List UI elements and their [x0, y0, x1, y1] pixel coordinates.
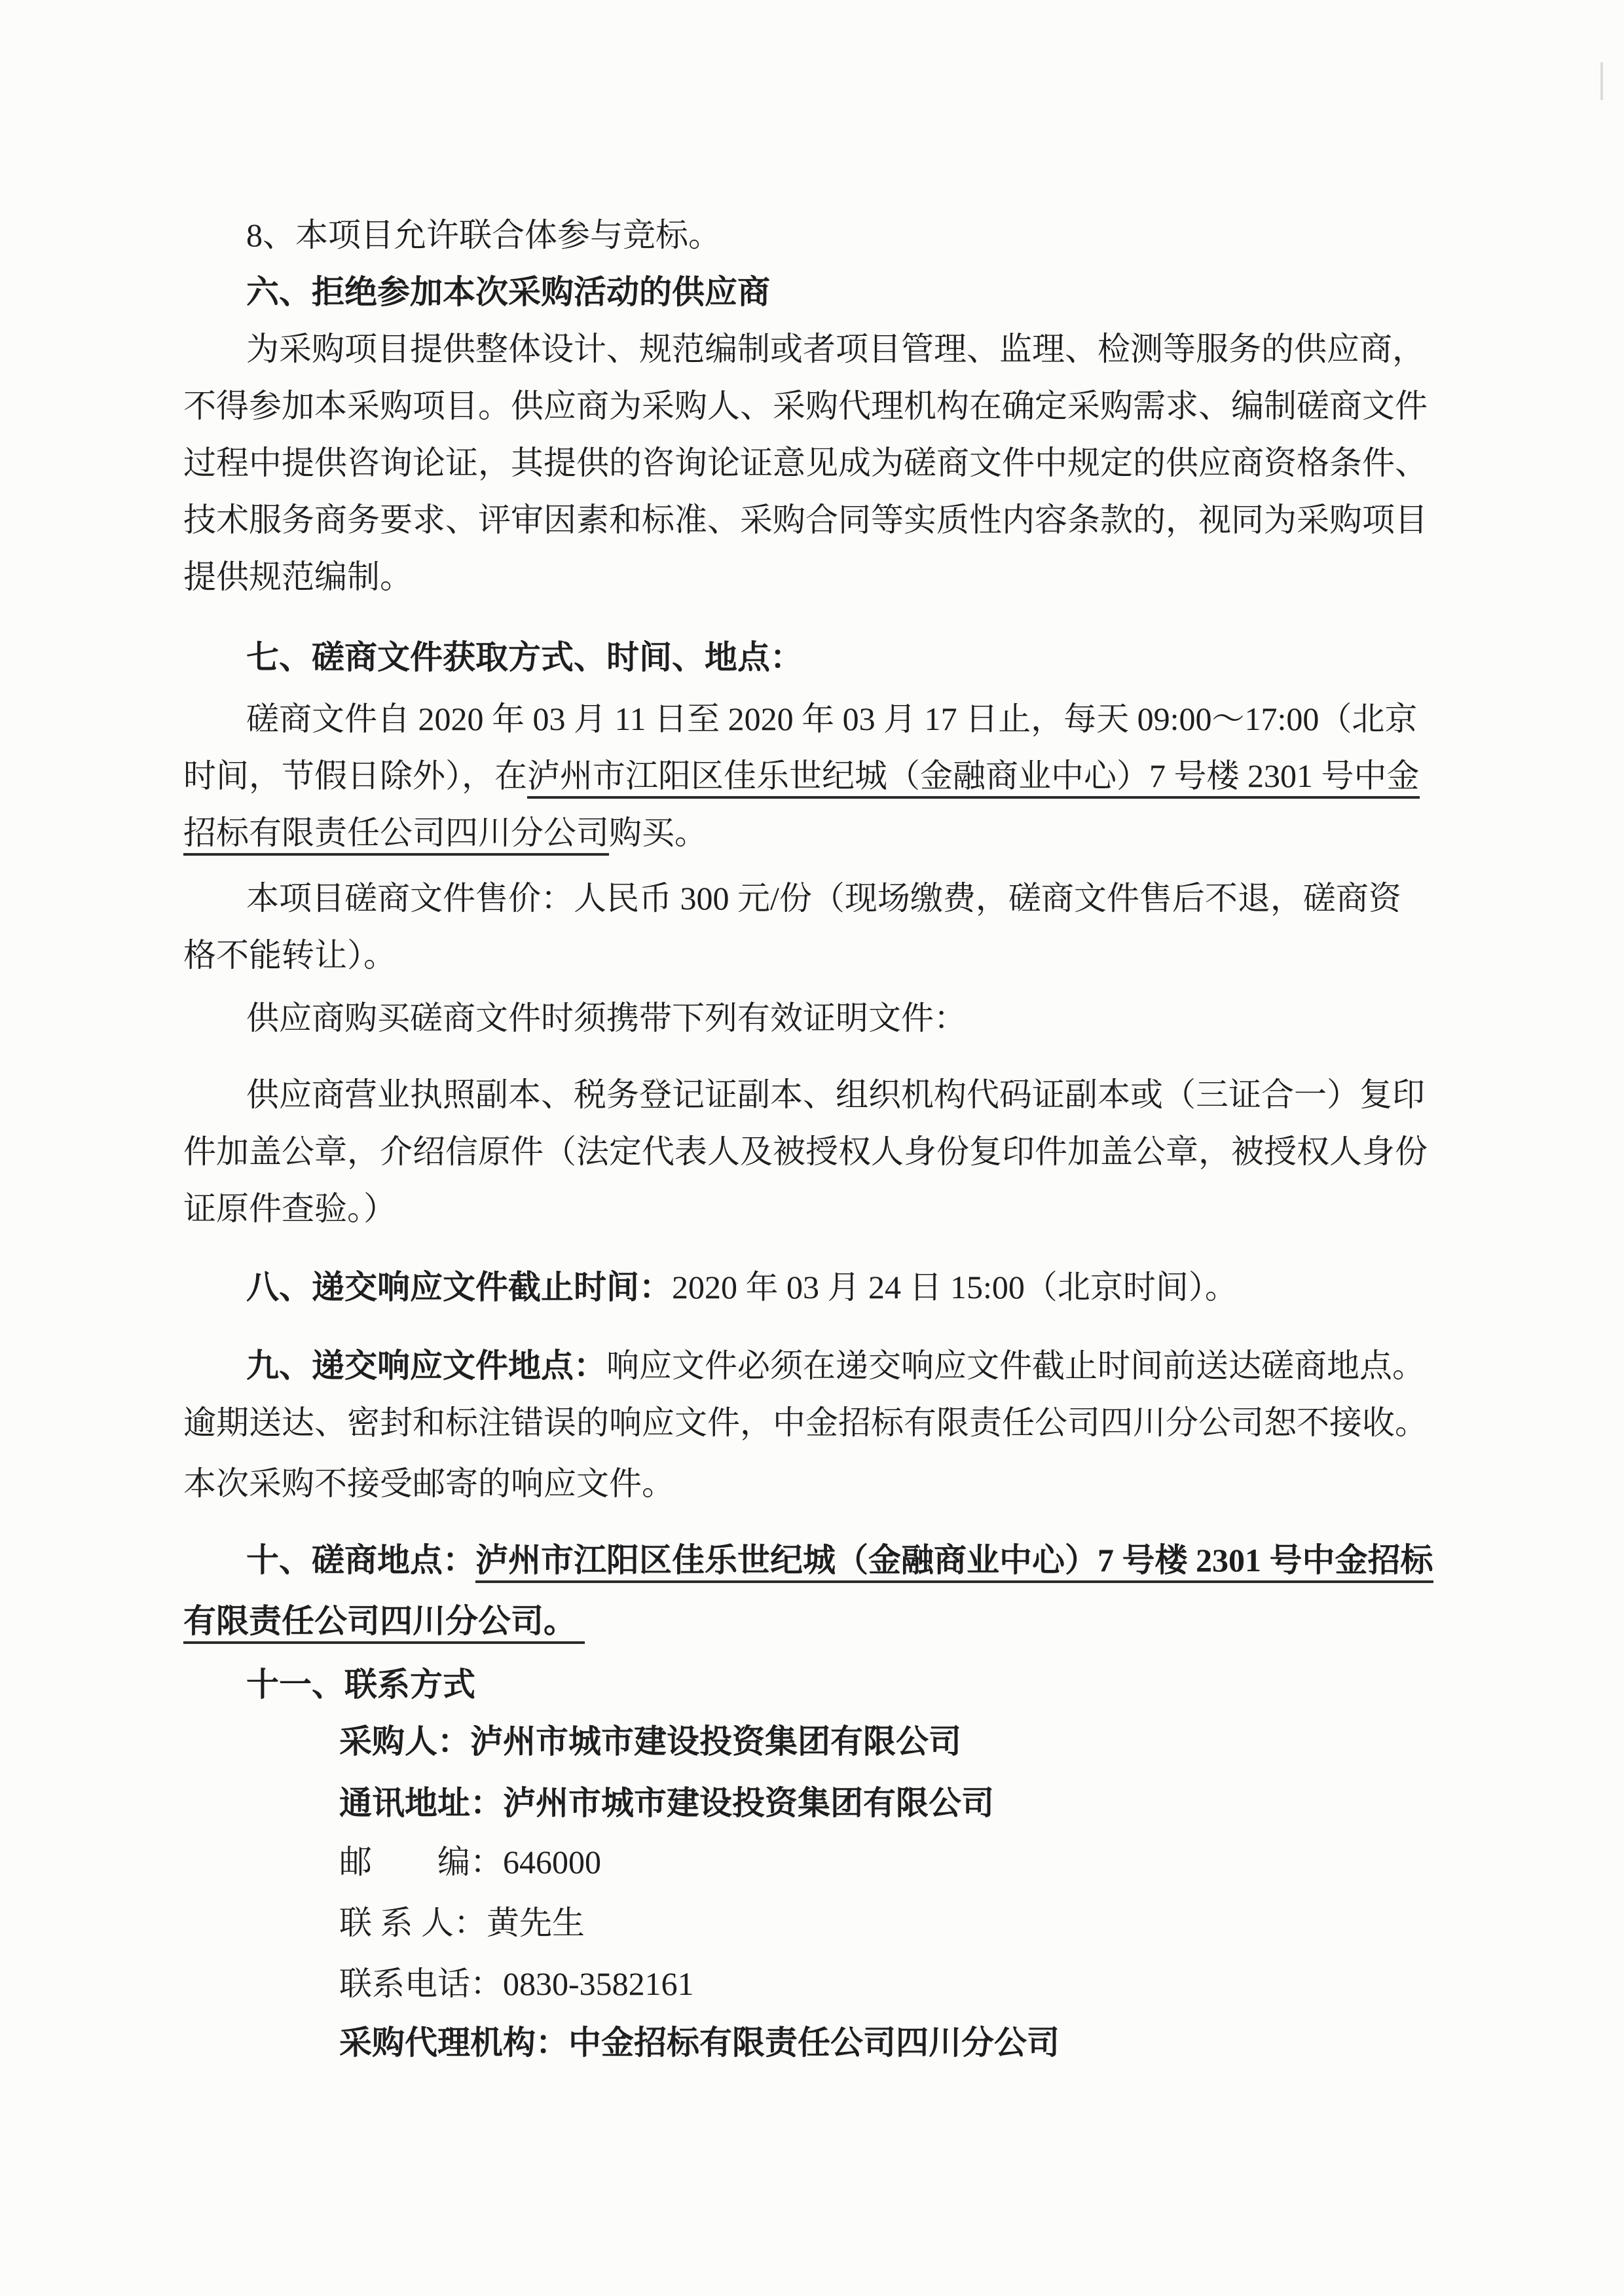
text-segment: 不得参加本采购项目。供应商为采购人、采购代理机构在确定采购需求、编制磋商文件: [183, 388, 1428, 424]
text-line: [183, 805, 1454, 862]
text-segment: 过程中提供咨询论证，其提供的咨询论证意见成为磋商文件中规定的供应商资格条件、: [183, 445, 1428, 481]
text-line: [183, 1066, 1454, 1123]
text-line: [183, 1656, 1454, 1713]
text-segment: 中金招标有限责任公司四川分公司: [568, 2024, 1060, 2061]
text-line: [183, 435, 1454, 492]
text-segment: 采购人：: [339, 1723, 470, 1760]
text-line: [183, 378, 1454, 435]
text-line: [183, 1713, 1454, 1770]
text-segment: 响应文件必须在递交响应文件截止时间前送达磋商地点。: [606, 1347, 1425, 1384]
text-segment: 件加盖公章，介绍信原件（法定代表人及被授权人身份复印件加盖公章，被授权人身份: [183, 1133, 1428, 1170]
underlined-text: 招标有限责任公司四川分公司: [183, 814, 609, 856]
text-segment: 泸州市城市建设投资集团有限公司: [470, 1723, 961, 1760]
text-segment: 联系电话：0830-3582161: [339, 1965, 694, 2002]
text-segment: 八、递交响应文件截止时间：: [246, 1269, 672, 1305]
text-line: [183, 1123, 1454, 1180]
text-line: [183, 629, 1454, 686]
text-line: [183, 1338, 1454, 1394]
text-line: [183, 1775, 1454, 1832]
text-line: [183, 1455, 1454, 1512]
text-segment: 磋商文件自 2020 年 03 月 11 日至 2020 年 03 月 17 日止，每天 09:00～17:00（北京: [246, 701, 1418, 737]
text-segment: 技术服务商务要求、评审因素和标准、采购合同等实质性内容条款的，视同为采购项目: [183, 501, 1428, 538]
underlined-text: 有限责任公司四川分公司。: [183, 1603, 585, 1644]
text-segment: 格不能转让）。: [183, 937, 396, 974]
text-line: [183, 990, 1454, 1047]
text-segment: 邮 编：646000: [339, 1844, 601, 1880]
text-segment: 九、递交响应文件地点：: [246, 1347, 606, 1384]
text-line: [183, 549, 1454, 606]
text-line: [183, 691, 1454, 748]
text-line: [183, 1259, 1454, 1316]
underlined-text: 泸州市江阳区佳乐世纪城（金融商业中心）7 号楼 2301 号中金招标: [475, 1542, 1433, 1583]
text-line: [183, 748, 1454, 805]
text-segment: 2020 年 03 月 24 日 15:00（北京时间）。: [672, 1269, 1238, 1305]
text-segment: 本项目磋商文件售价：人民币 300 元/份（现场缴费，磋商文件售后不退，磋商资: [246, 880, 1401, 917]
text-line: [183, 264, 1454, 321]
underlined-text: 泸州市江阳区佳乐世纪城（金融商业中心）7 号楼 2301 号中金: [527, 757, 1420, 799]
text-segment: 通讯地址：: [339, 1785, 503, 1821]
text-line: [183, 207, 1454, 264]
text-segment: 8、本项目允许联合体参与竞标。: [246, 217, 721, 253]
text-segment: 供应商营业执照副本、税务登记证副本、组织机构代码证副本或（三证合一）复印: [246, 1076, 1425, 1113]
text-segment: 本次采购不接受邮寄的响应文件。: [183, 1465, 674, 1502]
text-segment: 供应商购买磋商文件时须携带下列有效证明文件：: [246, 1000, 967, 1036]
text-segment: 逾期送达、密封和标注错误的响应文件，中金招标有限责任公司四川分公司恕不接收。: [183, 1404, 1428, 1441]
text-line: [183, 1593, 1454, 1650]
text-segment: 提供规范编制。: [183, 558, 413, 595]
text-line: [183, 1394, 1454, 1451]
text-segment: 七、磋商文件获取方式、时间、地点：: [246, 639, 803, 676]
text-line: [183, 1834, 1454, 1891]
text-line: [183, 870, 1454, 927]
text-line: [183, 1895, 1454, 1952]
text-segment: 六、拒绝参加本次采购活动的供应商: [246, 274, 770, 310]
text-line: [183, 321, 1454, 378]
text-segment: 联 系 人：黄先生: [339, 1904, 585, 1941]
text-line: [183, 1180, 1454, 1237]
text-segment: 证原件查验。）: [183, 1190, 396, 1227]
text-line: [183, 492, 1454, 549]
text-segment: 十一、联系方式: [246, 1666, 475, 1703]
text-segment: 泸州市城市建设投资集团有限公司: [503, 1785, 994, 1821]
text-segment: 为采购项目提供整体设计、规范编制或者项目管理、监理、检测等服务的供应商，: [246, 331, 1425, 367]
text-line: [183, 1532, 1454, 1589]
text-line: [183, 927, 1454, 984]
text-segment: 购买。: [609, 814, 707, 851]
text-segment: 十、磋商地点：: [246, 1542, 475, 1578]
text-line: [183, 1956, 1454, 2013]
text-line: [183, 2014, 1454, 2071]
text-segment: 时间，节假日除外），在: [183, 757, 527, 794]
scan-artifact: [1600, 62, 1603, 100]
text-segment: 采购代理机构：: [339, 2024, 568, 2061]
document-body: [183, 207, 1454, 2071]
